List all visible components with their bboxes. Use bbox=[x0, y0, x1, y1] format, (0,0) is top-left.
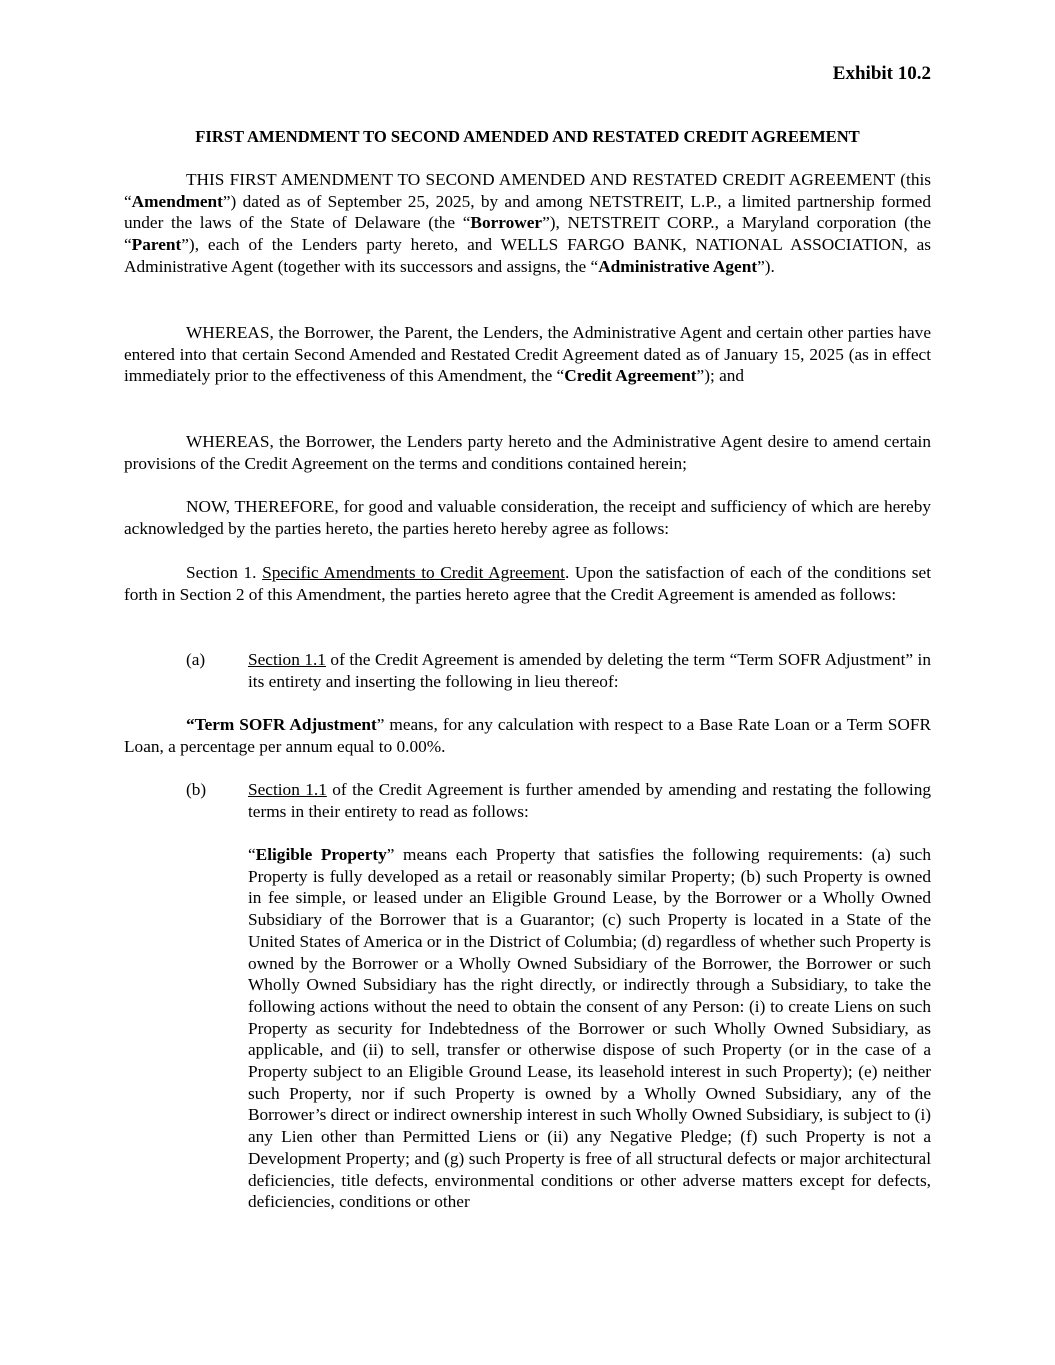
now-therefore-paragraph: NOW, THEREFORE, for good and valuable consideration, the receipt and sufficiency of which are hereby acknowledged by the parties hereto, the parties hereto hereby agree as follows: bbox=[124, 497, 931, 538]
document-title: FIRST AMENDMENT TO SECOND AMENDED AND RESTATED CREDIT AGREEMENT bbox=[195, 127, 860, 146]
whereas1-text-1: WHEREAS, the Borrower, the Parent, the Lenders, the Administrative Agent and certain other parties have entered into that certain Second Amended and Restated Credit Agreement dated as of January 15, 2025 (as in effect immediately prior to the effectiveness of this Amendment, the “ bbox=[124, 323, 931, 386]
item-a-section-ref: Section 1.1 bbox=[248, 650, 326, 669]
defined-term-administrative-agent: Administrative Agent bbox=[598, 256, 758, 276]
item-b-section-ref: Section 1.1 bbox=[248, 780, 327, 799]
exhibit-label: Exhibit 10.2 bbox=[832, 63, 931, 84]
defined-term-term-sofr-adjustment: “Term SOFR Adjustment bbox=[186, 715, 377, 734]
eligible-property-open-quote: “ bbox=[248, 845, 256, 864]
item-b-body: of the Credit Agreement is further amended by amending and restating the following terms in their entirety to read as follows: bbox=[248, 780, 931, 821]
item-a-body: of the Credit Agreement is amended by deleting the term “Term SOFR Adjustment” in its entirety and inserting the following in lieu thereof: bbox=[248, 650, 931, 691]
section-1-paragraph bbox=[124, 562, 931, 605]
defined-term-parent: Parent bbox=[131, 235, 182, 255]
section-1-text: . Upon the satisfaction of each of the conditions set forth in Section 2 of this Amendment, the parties hereto agree that the Credit Agreement is amended as follows: bbox=[124, 563, 931, 604]
eligible-property-text: ” means each Property that satisfies the following requirements: (a) such Property is fully developed as a retail or reasonably similar Property; (b) such Property is owned in fee simple, or leased under an Eligible Ground Lease, by the Borrower or a Wholly Owned Subsidiary of the Borrower that is a Guarantor; (c) such Property is located in a State of the United States of America or in the District of Columbia; (d) regardless of whether such Property is owned by the Borrower or a Wholly Owned Subsidiary of the Borrower, the Borrower or such Wholly Owned Subsidiary has the right directly, or indirectly through a Subsidiary, to take the following actions without the need to obtain the consent of any Person: (i) to create Liens on such Property as security for Indebtedness of the Borrower or such Wholly Owned Subsidiary, as applicable, and (ii) to sell, transfer or otherwise dispose of such Property (or in the case of a Property subject to an Eligible Ground Lease, its leasehold interest in such Property); (e) neither such Property, nor if such Property is owned by a Wholly Owned Subsidiary, any of the Borrower’s direct or indirect ownership interest in such Wholly Owned Subsidiary, is subject to (i) any Lien other than Permitted Liens or (ii) any Negative Pledge; (f) such Property is not a Development Property; and (g) such Property is free of all structural defects or major architectural deficiencies, title defects, environmental conditions or other adverse matters except for defects, deficiencies, conditions or other bbox=[248, 845, 931, 1212]
item-b-text bbox=[248, 779, 931, 822]
eligible-property-definition bbox=[248, 844, 931, 1213]
section-1-heading: Specific Amendments to Credit Agreement bbox=[262, 563, 565, 582]
item-a-text bbox=[248, 649, 931, 692]
term-sofr-definition bbox=[124, 714, 931, 757]
intro-paragraph bbox=[124, 169, 931, 278]
defined-term-borrower: Borrower bbox=[470, 213, 543, 233]
item-b-label: (b) bbox=[186, 780, 207, 799]
intro-text-3: ”), NETSTREIT CORP., a Maryland corporation (the “ bbox=[124, 213, 931, 255]
term-sofr-text: ” means, for any calculation with respect to a Base Rate Loan or a Term SOFR Loan, a percentage per annum equal to 0.00%. bbox=[124, 715, 931, 756]
defined-term-eligible-property: Eligible Property bbox=[255, 845, 387, 864]
intro-text-2: ”) dated as of September 25, 2025, by and among NETSTREIT, L.P., a limited partnership formed under the laws of the State of Delaware (the “ bbox=[124, 191, 931, 233]
whereas1-text-2: ”); and bbox=[696, 366, 745, 386]
defined-term-credit-agreement: Credit Agreement bbox=[564, 366, 697, 386]
intro-text-1: THIS FIRST AMENDMENT TO SECOND AMENDED AND RESTATED CREDIT AGREEMENT (this “ bbox=[124, 170, 931, 211]
intro-text-5: ”). bbox=[757, 256, 775, 276]
amendment-item-a bbox=[186, 649, 931, 692]
item-a-label: (a) bbox=[186, 650, 206, 669]
whereas-paragraph-2: WHEREAS, the Borrower, the Lenders party hereto and the Administrative Agent desire to amend certain provisions of the Credit Agreement on the terms and conditions contained herein; bbox=[124, 432, 931, 473]
section-1-prefix: Section 1. bbox=[186, 563, 263, 582]
amendment-item-b bbox=[186, 779, 931, 822]
whereas-paragraph-1 bbox=[124, 322, 931, 387]
defined-term-amendment: Amendment bbox=[131, 191, 223, 211]
intro-text-4: ”), each of the Lenders party hereto, and WELLS FARGO BANK, NATIONAL ASSOCIATION, as Administrative Agent (together with its successors and assigns, the “ bbox=[124, 235, 931, 276]
